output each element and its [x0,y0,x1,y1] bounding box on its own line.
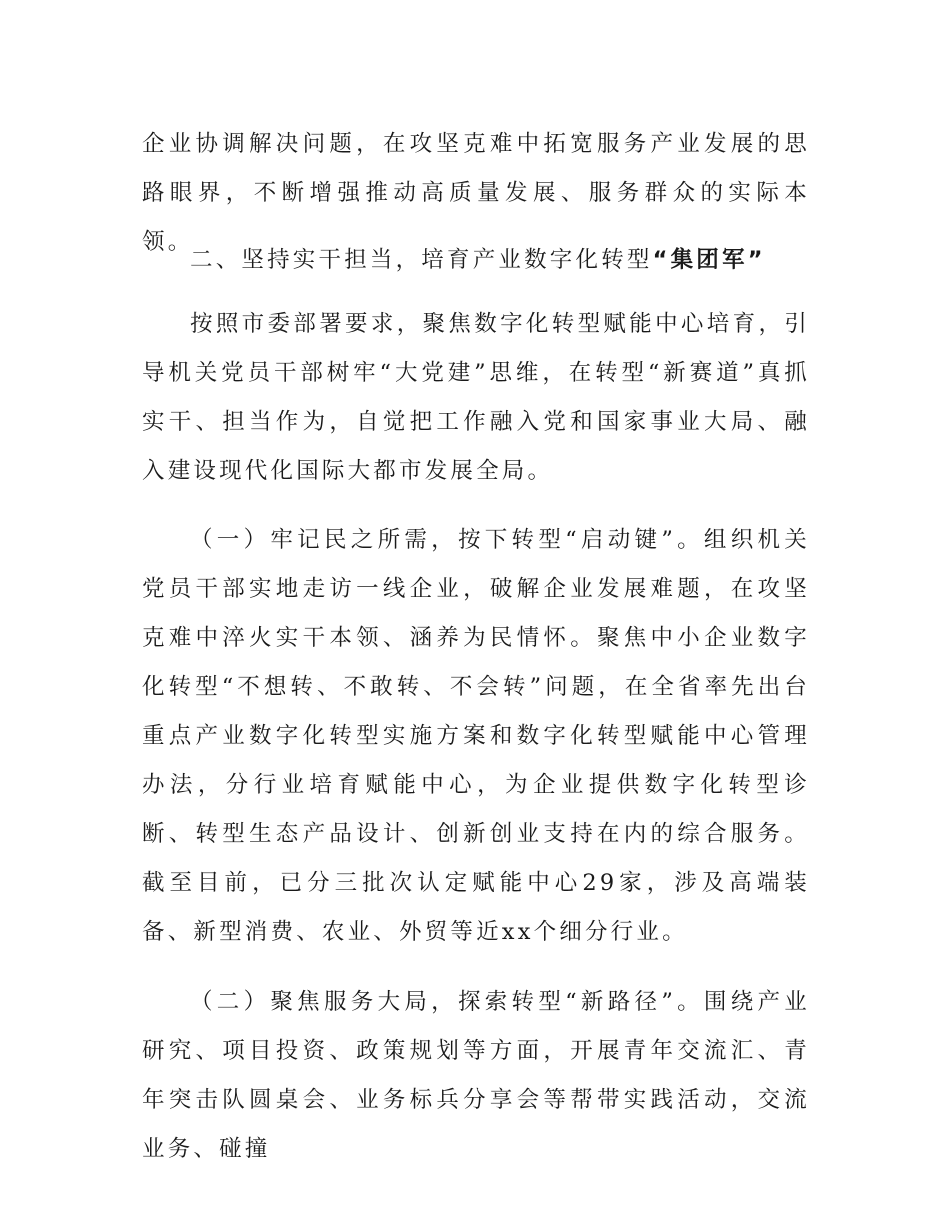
paragraph-continuation: 企业协调解决问题，在攻坚克难中拓宽服务产业发展的思路眼界，不断增强推动高质量发展、服务群众的实际本领。 [142,131,810,255]
paragraph-intro: 按照市委部署要求，聚焦数字化转型赋能中心培育，引导机关党员干部树牢“大党建”思维，在转型“新赛道”真抓实干、担当作为，自觉把工作融入党和国家事业大局、融入建设现代化国际大都市发展全局。 [142,311,810,484]
section-heading [190,236,830,285]
section-heading-text: 二、坚持实干担当，培育产业数字化转型 [190,247,653,273]
paragraph-subsection-1: （一）牢记民之所需，按下转型“启动键”。组织机关党员干部实地走访一线企业，破解企业发展难题，在攻坚克难中淬火实干本领、涵养为民情怀。聚焦中小企业数字化转型“不想转、不敢转、不会转”问题，在全省率先出台重点产业数字化转型实施方案和数字化转型赋能中心管理办法，分行业培育赋能中心，为企业提供数字化转型诊断、转型生态产品设计、创新创业支持在内的综合服务。截至目前，已分三批次认定赋能中心29家，涉及高端装备、新型消费、农业、外贸等近xx个细分行业。 [142,527,810,945]
paragraph-subsection-2: （二）聚焦服务大局，探索转型“新路径”。围绕产业研究、项目投资、政策规划等方面，开展青年交流汇、青年突击队圆桌会、业务标兵分享会等帮带实践活动，交流业务、碰撞 [142,989,810,1162]
section-heading-bold: “集团军” [652,247,766,273]
